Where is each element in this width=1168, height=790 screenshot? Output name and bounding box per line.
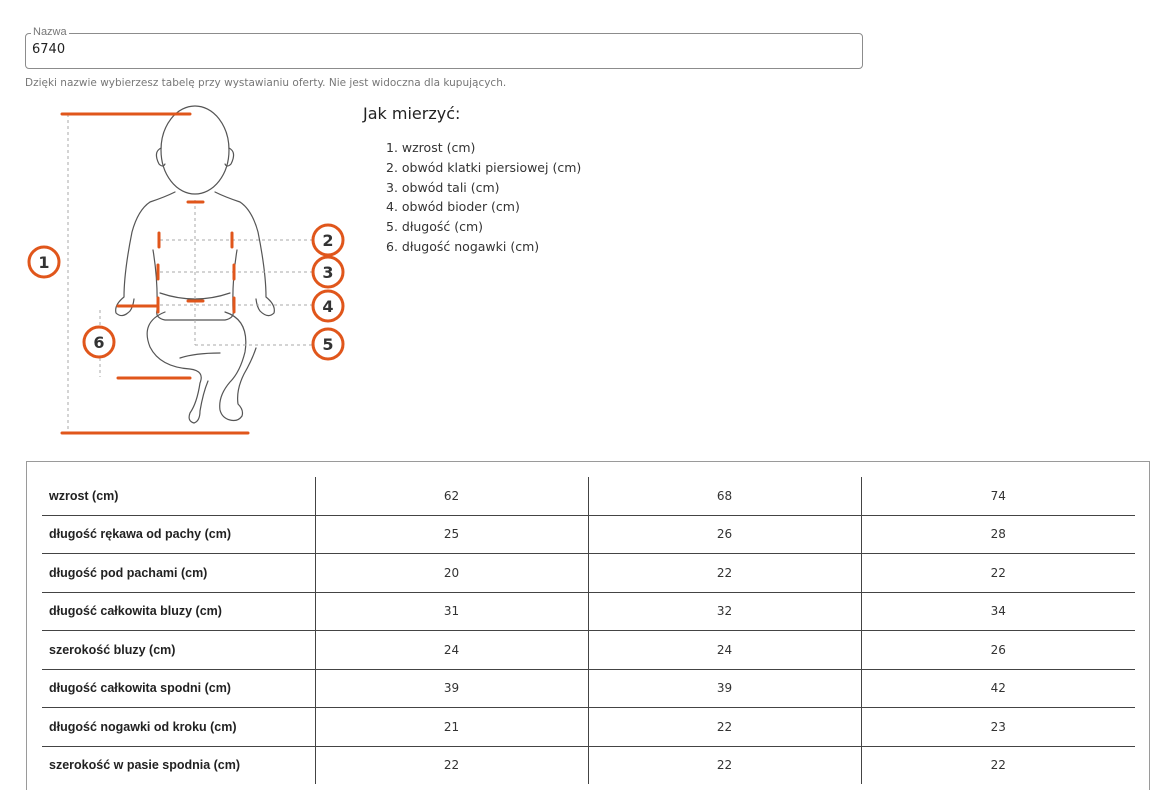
svg-text:4: 4 — [322, 297, 334, 316]
table-cell: 21 — [315, 708, 588, 747]
list-item: 3. obwód tali (cm) — [386, 179, 500, 195]
table-row — [42, 631, 1135, 670]
table-cell: 34 — [861, 592, 1135, 631]
list-item: 2. obwód klatki piersiowej (cm) — [386, 159, 582, 175]
table-cell: 23 — [861, 708, 1135, 747]
table-cell: 62 — [315, 477, 588, 515]
row-label: długość nogawki od kroku (cm) — [42, 708, 315, 747]
table-row — [42, 708, 1135, 747]
table-cell: 28 — [861, 515, 1135, 554]
table-row — [42, 477, 1135, 515]
svg-text:5: 5 — [322, 335, 334, 354]
table-cell: 32 — [588, 592, 861, 631]
table-cell: 22 — [588, 746, 861, 784]
table-row — [42, 746, 1135, 784]
row-label: długość całkowita spodni (cm) — [42, 669, 315, 708]
table-row — [42, 515, 1135, 554]
table-row — [42, 592, 1135, 631]
row-label: szerokość w pasie spodnia (cm) — [49, 758, 241, 773]
table-cell: 24 — [315, 631, 588, 670]
list-item: 6. długość nogawki (cm) — [386, 238, 540, 254]
name-field[interactable] — [25, 26, 863, 69]
table-cell: 39 — [588, 669, 861, 708]
size-table — [42, 477, 1135, 784]
table-row — [42, 554, 1135, 593]
row-label: długość całkowita bluzy (cm) — [42, 592, 315, 631]
how-to-measure-title: Jak mierzyć: — [363, 104, 461, 123]
size-table-container — [26, 461, 1150, 790]
table-cell: 22 — [315, 746, 588, 784]
marker-3 — [313, 257, 343, 287]
table-cell: 42 — [861, 669, 1135, 708]
table-cell: 22 — [861, 746, 1135, 784]
table-row — [42, 669, 1135, 708]
baby-measurement-diagram — [20, 100, 350, 450]
row-label: wzrost (cm) — [42, 477, 315, 515]
table-cell: 26 — [588, 515, 861, 554]
marker-2 — [313, 225, 343, 255]
svg-text:6: 6 — [93, 333, 105, 352]
marker-1 — [29, 247, 59, 277]
svg-text:3: 3 — [322, 263, 334, 282]
svg-text:1: 1 — [38, 253, 50, 272]
how-to-measure-list — [386, 139, 581, 258]
name-field-legend: Nazwa — [33, 26, 67, 38]
table-cell: 22 — [588, 708, 861, 747]
name-input[interactable] — [32, 42, 832, 57]
table-cell: 31 — [315, 592, 588, 631]
svg-text:2: 2 — [322, 231, 334, 250]
list-item: 5. długość (cm) — [386, 219, 484, 235]
table-cell: 20 — [315, 554, 588, 593]
marker-6 — [84, 327, 114, 357]
row-label: długość rękawa od pachy (cm) — [42, 515, 315, 554]
row-label: szerokość bluzy (cm) — [42, 631, 315, 670]
table-cell: 22 — [588, 554, 861, 593]
table-cell: 68 — [588, 477, 861, 515]
name-field-hint: Dzięki nazwie wybierzesz tabelę przy wystawianiu oferty. Nie jest widoczna dla kupujących. — [25, 77, 507, 89]
marker-4 — [313, 291, 343, 321]
list-item: 4. obwód bioder (cm) — [386, 199, 520, 215]
table-cell: 74 — [861, 477, 1135, 515]
table-cell: 39 — [315, 669, 588, 708]
marker-5 — [313, 329, 343, 359]
row-label: długość pod pachami (cm) — [42, 554, 315, 593]
list-item: 1. wzrost (cm) — [386, 140, 476, 155]
table-cell: 22 — [861, 554, 1135, 593]
table-cell: 26 — [861, 631, 1135, 670]
table-cell: 25 — [315, 515, 588, 554]
table-cell: 24 — [588, 631, 861, 670]
